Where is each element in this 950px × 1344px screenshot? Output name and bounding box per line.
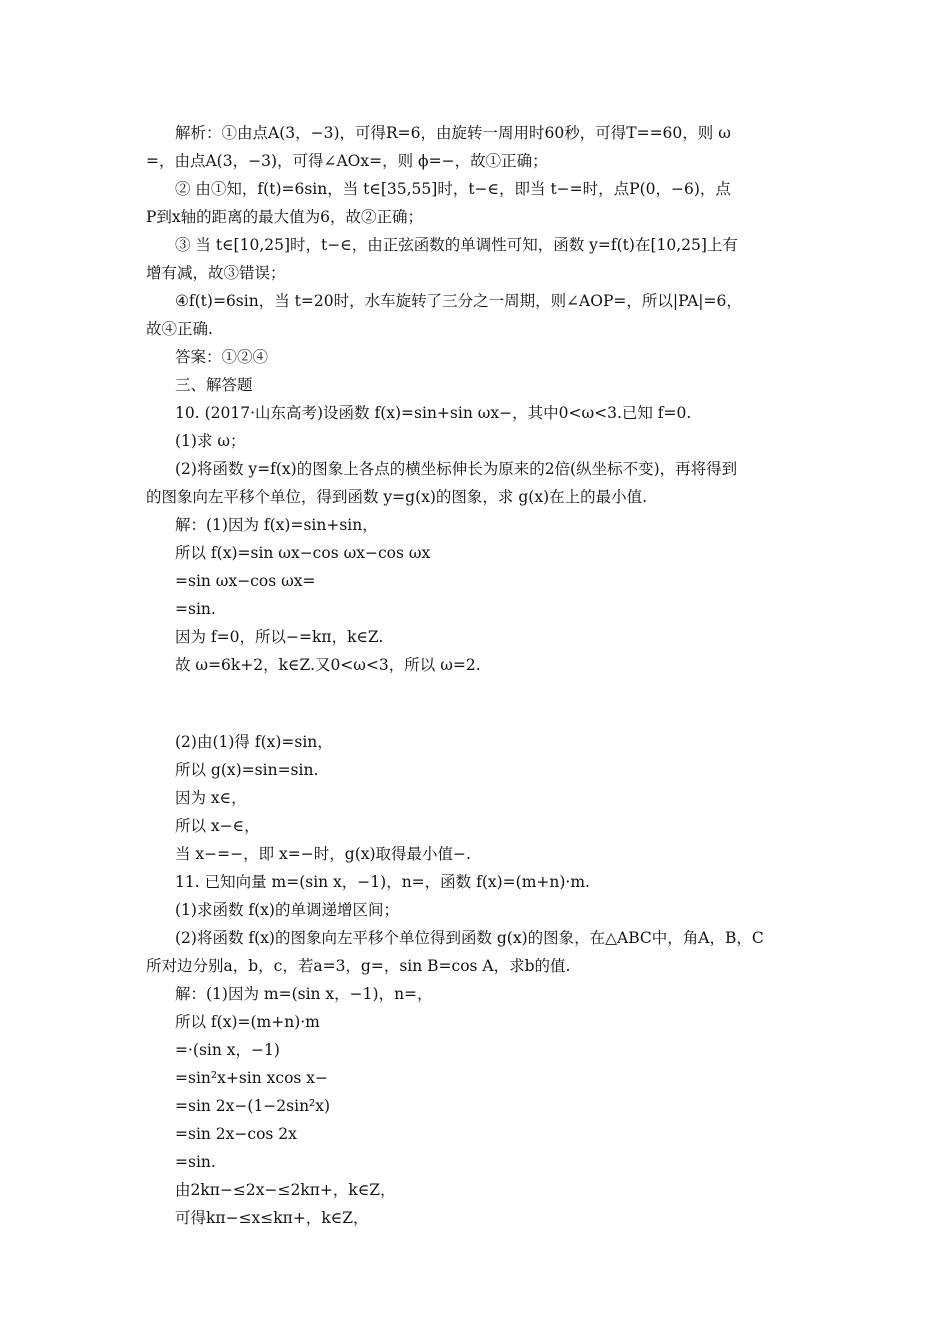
text-line: 因为 f=0，所以−=kπ，k∈Z. — [175, 628, 384, 646]
question-10: 10. (2017·山东高考)设函数 f(x)=sin+sin ωx−，其中0<ω<3.已知 f=0. — [175, 404, 692, 422]
text-line: ② 由①知，f(t)=6sin，当 t∈[35,55]时，t−∈，即当 t−=时，点P(0，−6)，点 — [175, 180, 731, 198]
text-line: ③ 当 t∈[10,25]时，t−∈，由正弦函数的单调性可知，函数 y=f(t)在[10,25]上有 — [175, 236, 738, 254]
text-line: =sin²x+sin xcos x− — [175, 1069, 329, 1087]
question-11: 11. 已知向量 m=(sin x，−1)，n=，函数 f(x)=(m+n)·m. — [175, 873, 590, 891]
text-line: 由2kπ−≤2x−≤2kπ+，k∈Z， — [175, 1181, 396, 1199]
text-line: =，由点A(3，−3)，可得∠AOx=，则 ϕ=−，故①正确； — [146, 152, 548, 170]
text-line: (1)求 ω； — [175, 432, 246, 450]
text-line: 增有减，故③错误； — [146, 264, 286, 282]
text-line: 所以 f(x)=sin ωx−cos ωx−cos ωx — [175, 544, 431, 562]
text-line: 所对边分别a，b，c，若a=3，g=，sin B=cos A，求b的值. — [146, 957, 571, 975]
text-line: ④f(t)=6sin，当 t=20时，水车旋转了三分之一周期，则∠AOP=，所以|PA|=6， — [175, 292, 742, 310]
text-line: =sin 2x−(1−2sin²x) — [175, 1097, 331, 1115]
text-line: 解：(1)因为 f(x)=sin+sin， — [175, 516, 378, 534]
text-line: =sin 2x−cos 2x — [175, 1125, 297, 1143]
text-line: =sin. — [175, 1153, 216, 1171]
text-line: 所以 x−∈， — [175, 817, 260, 835]
text-line: 可得kπ−≤x≤kπ+，k∈Z， — [175, 1209, 369, 1227]
text-line: (2)将函数 y=f(x)的图象上各点的横坐标伸长为原来的2倍(纵坐标不变)，再将得到 — [175, 460, 738, 478]
text-line: =·(sin x，−1) — [175, 1041, 280, 1059]
text-line: 故④正确. — [146, 320, 213, 338]
section-heading: 三、解答题 — [175, 376, 253, 394]
text-line: 的图象向左平移个单位，得到函数 y=g(x)的图象，求 g(x)在上的最小值. — [146, 488, 648, 506]
text-line: 所以 f(x)=(m+n)·m — [175, 1013, 320, 1031]
text-line: (2)由(1)得 f(x)=sin， — [175, 733, 333, 751]
text-line: 解析：①由点A(3，−3)，可得R=6，由旋转一周用时60秒，可得T==60，则 ω — [175, 124, 731, 142]
text-line: P到x轴的距离的最大值为6，故②正确； — [146, 208, 424, 226]
text-line: (2)将函数 f(x)的图象向左平移个单位得到函数 g(x)的图象，在△ABC中，角A，B，C — [175, 929, 764, 947]
text-line: 解：(1)因为 m=(sin x，−1)，n=， — [175, 985, 433, 1003]
text-line: =sin ωx−cos ωx= — [175, 572, 316, 590]
answer-line: 答案：①②④ — [175, 348, 269, 366]
text-line: 因为 x∈， — [175, 789, 247, 807]
text-line: 当 x−=−，即 x=−时，g(x)取得最小值−. — [175, 845, 471, 863]
text-line: 所以 g(x)=sin=sin. — [175, 761, 319, 779]
text-line: (1)求函数 f(x)的单调递增区间； — [175, 901, 399, 919]
text-line: =sin. — [175, 600, 216, 618]
text-line: 故 ω=6k+2，k∈Z.又0<ω<3，所以 ω=2. — [175, 656, 481, 674]
